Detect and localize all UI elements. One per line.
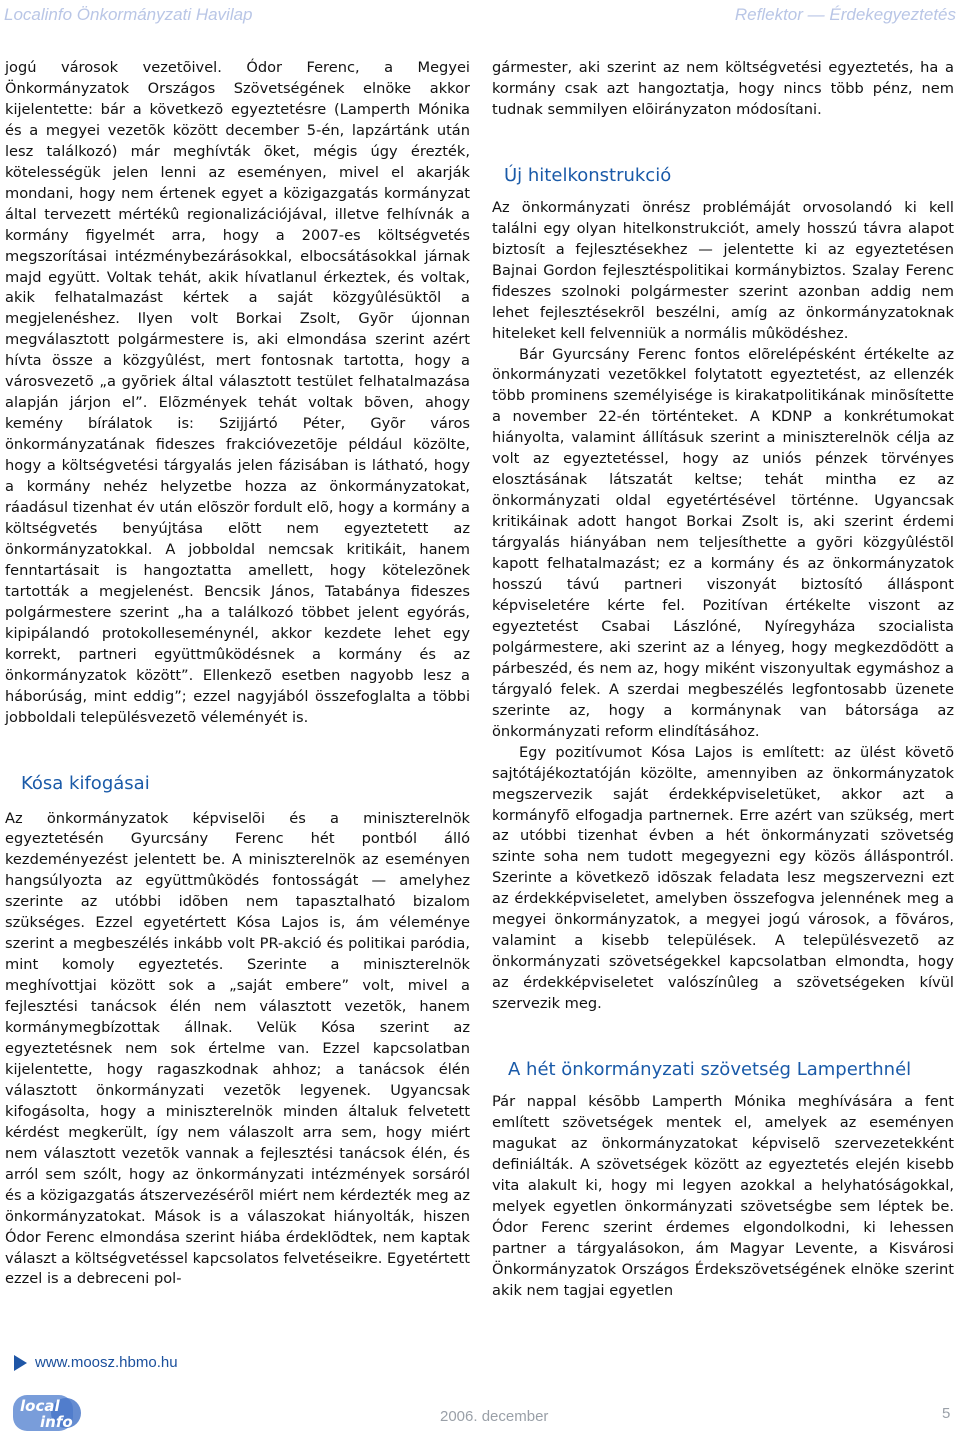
publication-title: Localinfo Önkormányzati Havilap [4, 5, 253, 24]
subheading-hat-szovetseg: A hét önkormányzati szövetség Lamperthnél [508, 1059, 912, 1081]
page-number: 5 [942, 1405, 951, 1422]
article-paragraph: Pár nappal késõbb Lamperth Mónika meghívására a fent említett szövetségek mentek el, amelyek az eseményen magukat az önkormányzatokat képviselõ szervezetekként definiálták. A szövetségek között az egyeztetés elején kisebb vita alakult ki, hogy mi legyen azokkal a helyhatóságokkal, melyek egyetlen önkormányzati szövetségbe sem léptek be. Ódor Ferenc szerint érdemes elgondolkodni, ki lehessen partner a tárgyalásokon, ám Magyar Levente, a Kisvárosi Önkormányzatok Országos Érdekszövetségének elnöke szerint akik nem tagjai egyetlen [492, 1093, 954, 1299]
right-column [492, 58, 954, 1302]
left-column [5, 58, 470, 1290]
article-paragraph: Bár Gyurcsány Ferenc fontos elõrelépésként értékelte az önkormányzati vezetõkkel folytatott egyeztetést, az ellenzék több prominens személyisége is kirakatpolitikának minõsítette a november 22-én történteket. A KDNP a konkrétumokat hiányolta, valamint állításuk szerint a miniszterelnök célja az volt az egyeztetéssel, hogy az uniós pénzek törvényes elosztásának látszatát keltse; tehát mintha ez az önkormányzati oldal egyetértésével történne. Ugyancsak kritikáinak adott hangot Borkai Zsolt is, aki szerint érdemi tárgyalás hiányában nem teljesíthette a gyõri közgyûléstõl kapott felhatalmazást; ez a kormány és az önkormányzatok hosszú távú partneri viszonyát biztosító álláspont képviseletére kérte fel. Pozitívan értékelte viszont az egyeztetést Csabai Lászlóné, Nyíregyháza szocialista polgármestere, aki szerint az a lényeg, hogy megkezdõdött a párbeszéd, és nem az, hogy miként viszonyultak egymáshoz a tárgyaló felek. A szerdai megbeszélés legfontosabb üzenete szerinte az, hogy a kormánynak van bátorsága az önkormányzati reform elindításához. [492, 345, 954, 740]
subheading-uj-hitelkonstrukcio: Új hitelkonstrukció [504, 164, 672, 186]
subheading-kosa: Kósa kifogásai [21, 772, 150, 794]
article-paragraph: Az önkormányzati önrész problémáját orvosolandó ki kell találni egy olyan hitelkonstrukciót, amely hosszú távra alapot biztosít a fejlesztésekhez — jelentette ki az egyeztetésen Bajnai Gordon fejlesztéspolitikai kormánybiztos. Szalay Ferenc fideszes szolnoki polgármester szerint azonban addig nem lehet fejlesztésekrõl beszélni, amíg az önkormányzatoknak hiteleket kell felvenniük a normális mûködéshez. [492, 198, 954, 342]
article-paragraph: Egy pozitívumot Kósa Lajos is említett: az ülést követõ sajtótájékoztatóján közölte, amennyiben az önkormányzatok megszervezik saját érdekképviseletüket, akkor azt a kormányfõ elfogadja partnernek. Erre azért van szükség, mert az utóbbi tizenhat évben a hét önkormányzati szövetség szinte soha nem tudott megegyezni egy közös álláspontról. Szerinte a következõ idõszak feladata lesz megszervezni ezt az érdekképviseletet, amelyben összefogva jelennének meg a megyei önkormányzatok, a megyei jogú városok, a fõváros, valamint a kisebb települések. A településvezetõ az önkormányzati szövetségekkel kapcsolatban elmondta, hogy az érdekképviseletet valószínûleg a szövetségeken kívül szervezik meg. [492, 743, 954, 1013]
svg-text:info: info [40, 1413, 73, 1431]
localinfo-logo [10, 1393, 94, 1433]
section-title: Reflektor — Érdekegyeztetés [734, 5, 956, 24]
website-link-text[interactable]: www.moosz.hbmo.hu [35, 1354, 178, 1371]
arrow-icon [14, 1355, 27, 1371]
issue-date: 2006. december [440, 1408, 549, 1425]
article-paragraph: gármester, aki szerint az nem költségvetési egyeztetés, ha a kormány csak azt hangoztatja, hogy nincs több pénz, nem tudnak semmilyen elõirányzaton módosítani. [492, 59, 954, 118]
article-paragraph: Az önkormányzatok képviselõi és a miniszterelnök egyeztetésén Gyurcsány Ferenc hét pontból álló kezdeményezést jelentett be. A miniszterelnök az eseményen hangsúlyozta az együttmûködés fontosságát — amelyhez szerinte az utóbbi idõben nem tapasztalható bizalom szükséges. Ezzel egyetértett Kósa Lajos is, ám véleménye szerint a megbeszélés inkább volt PR-akció és politikai paródia, mint komoly egyeztetés. Szerinte a miniszterelnök meghívottjai között sok a „saját embere” volt, mivel a fejlesztési tanácsok élén nem választott vezetõk, hanem kormánymegbízottak állnak. Velük Kósa szerint az egyeztetésnek nem sok értelme van. Ezzel kapcsolatban kijelentette, hogy ragaszkodnak ahhoz; a tanácsok élén választott önkormányzati vezetõk legyenek. Ugyancsak kifogásolta, hogy a miniszterelnök minden általuk felvetett kérdést megkerült, így nem válaszolt arra sem, hogy miért nem választott vezetõk vannak a fejlesztési tanácsok élén, és arról sem szólt, hogy az önkormányzati intézmények sorsáról és a közigazgatás átszervezésérõl miért nem kérdezték meg az önkormányzatokat. Mások is a válaszokat hiányolták, hiszen Ódor Ferenc elmondása szerint hiába érdeklõdtek, nem kaptak választ a költségvetéssel kapcsolatos felvetéseikre. Egyetértett ezzel is a debreceni pol- [5, 809, 470, 1288]
website-link[interactable] [14, 1354, 178, 1371]
page-header [0, 0, 960, 40]
article-paragraph: jogú városok vezetõivel. Ódor Ferenc, a Megyei Önkormányzatok Országos Szövetségének elnöke akkor kijelentette: bár a következõ egyeztetésre (Lamperth Mónika és a megyei vezetõk között december 5-én, lapzártánk után lesz találkozó) már meghívták õket, mégis úgy érezték, kötelességük jelen lenni az eseményen, mivel el akarják mondani, hogy nem értenek egyet a közigazgatás kormányzat által tervezett mértékû regionalizációjával, illetve felhívnák a kormány figyelmét arra, hogy a 2007-es költségvetés megszorításai intézménybezárásokkal, elbocsátásokkal járnak majd együtt. Voltak tehát, akik hívatlanul érkeztek, és voltak, akik felhatalmazást kértek a saját közgyûlésüktõl a megjelenéshez. Ilyen volt Borkai Zsolt, Gyõr újonnan megválasztott polgármestere is, aki elmondása szerint azért hívta össze a közgyûlést, mert fontosnak tartotta, hogy a városvezetõ „a gyõriek által választott testület felhatalmazása alapján járjon el”. Elõzmények tehát voltak bõven, ahogy kemény bírálatok is: Szijjártó Péter, Gyõr város önkormányzatának fideszes frakcióvezetõje például közölte, hogy a költségvetési tárgyalás jelen fázisában is látható, hogy a kormány nehéz helyzetbe hozza az önkormányzatokat, ráadásul tizenhat év után elõször fordult elõ, hogy a kormány a költségvetés benyújtása elõtt nem egyeztetett az önkormányzatokkal. A jobboldal nemcsak kritikáit, hanem fenntartásait is hangoztatta amellett, hogy kötelezõnek tartották a megjelenést. Bencsik János, Tatabánya fideszes polgármestere szerint „ha a találkozó többet jelent egyórás, kipipálandó protokolleseménynél, akkor kezdete lehet egy korrekt, partneri együttmûködésnek a kormány és az önkormányzatok között”. Ellenkezõ esetben nagyobb lesz a háborúság, mint eddig”; ezzel nagyjából összefoglalta a többi jobboldali településvezetõ véleményét is. [5, 59, 470, 726]
svg-text:local: local [20, 1397, 60, 1415]
